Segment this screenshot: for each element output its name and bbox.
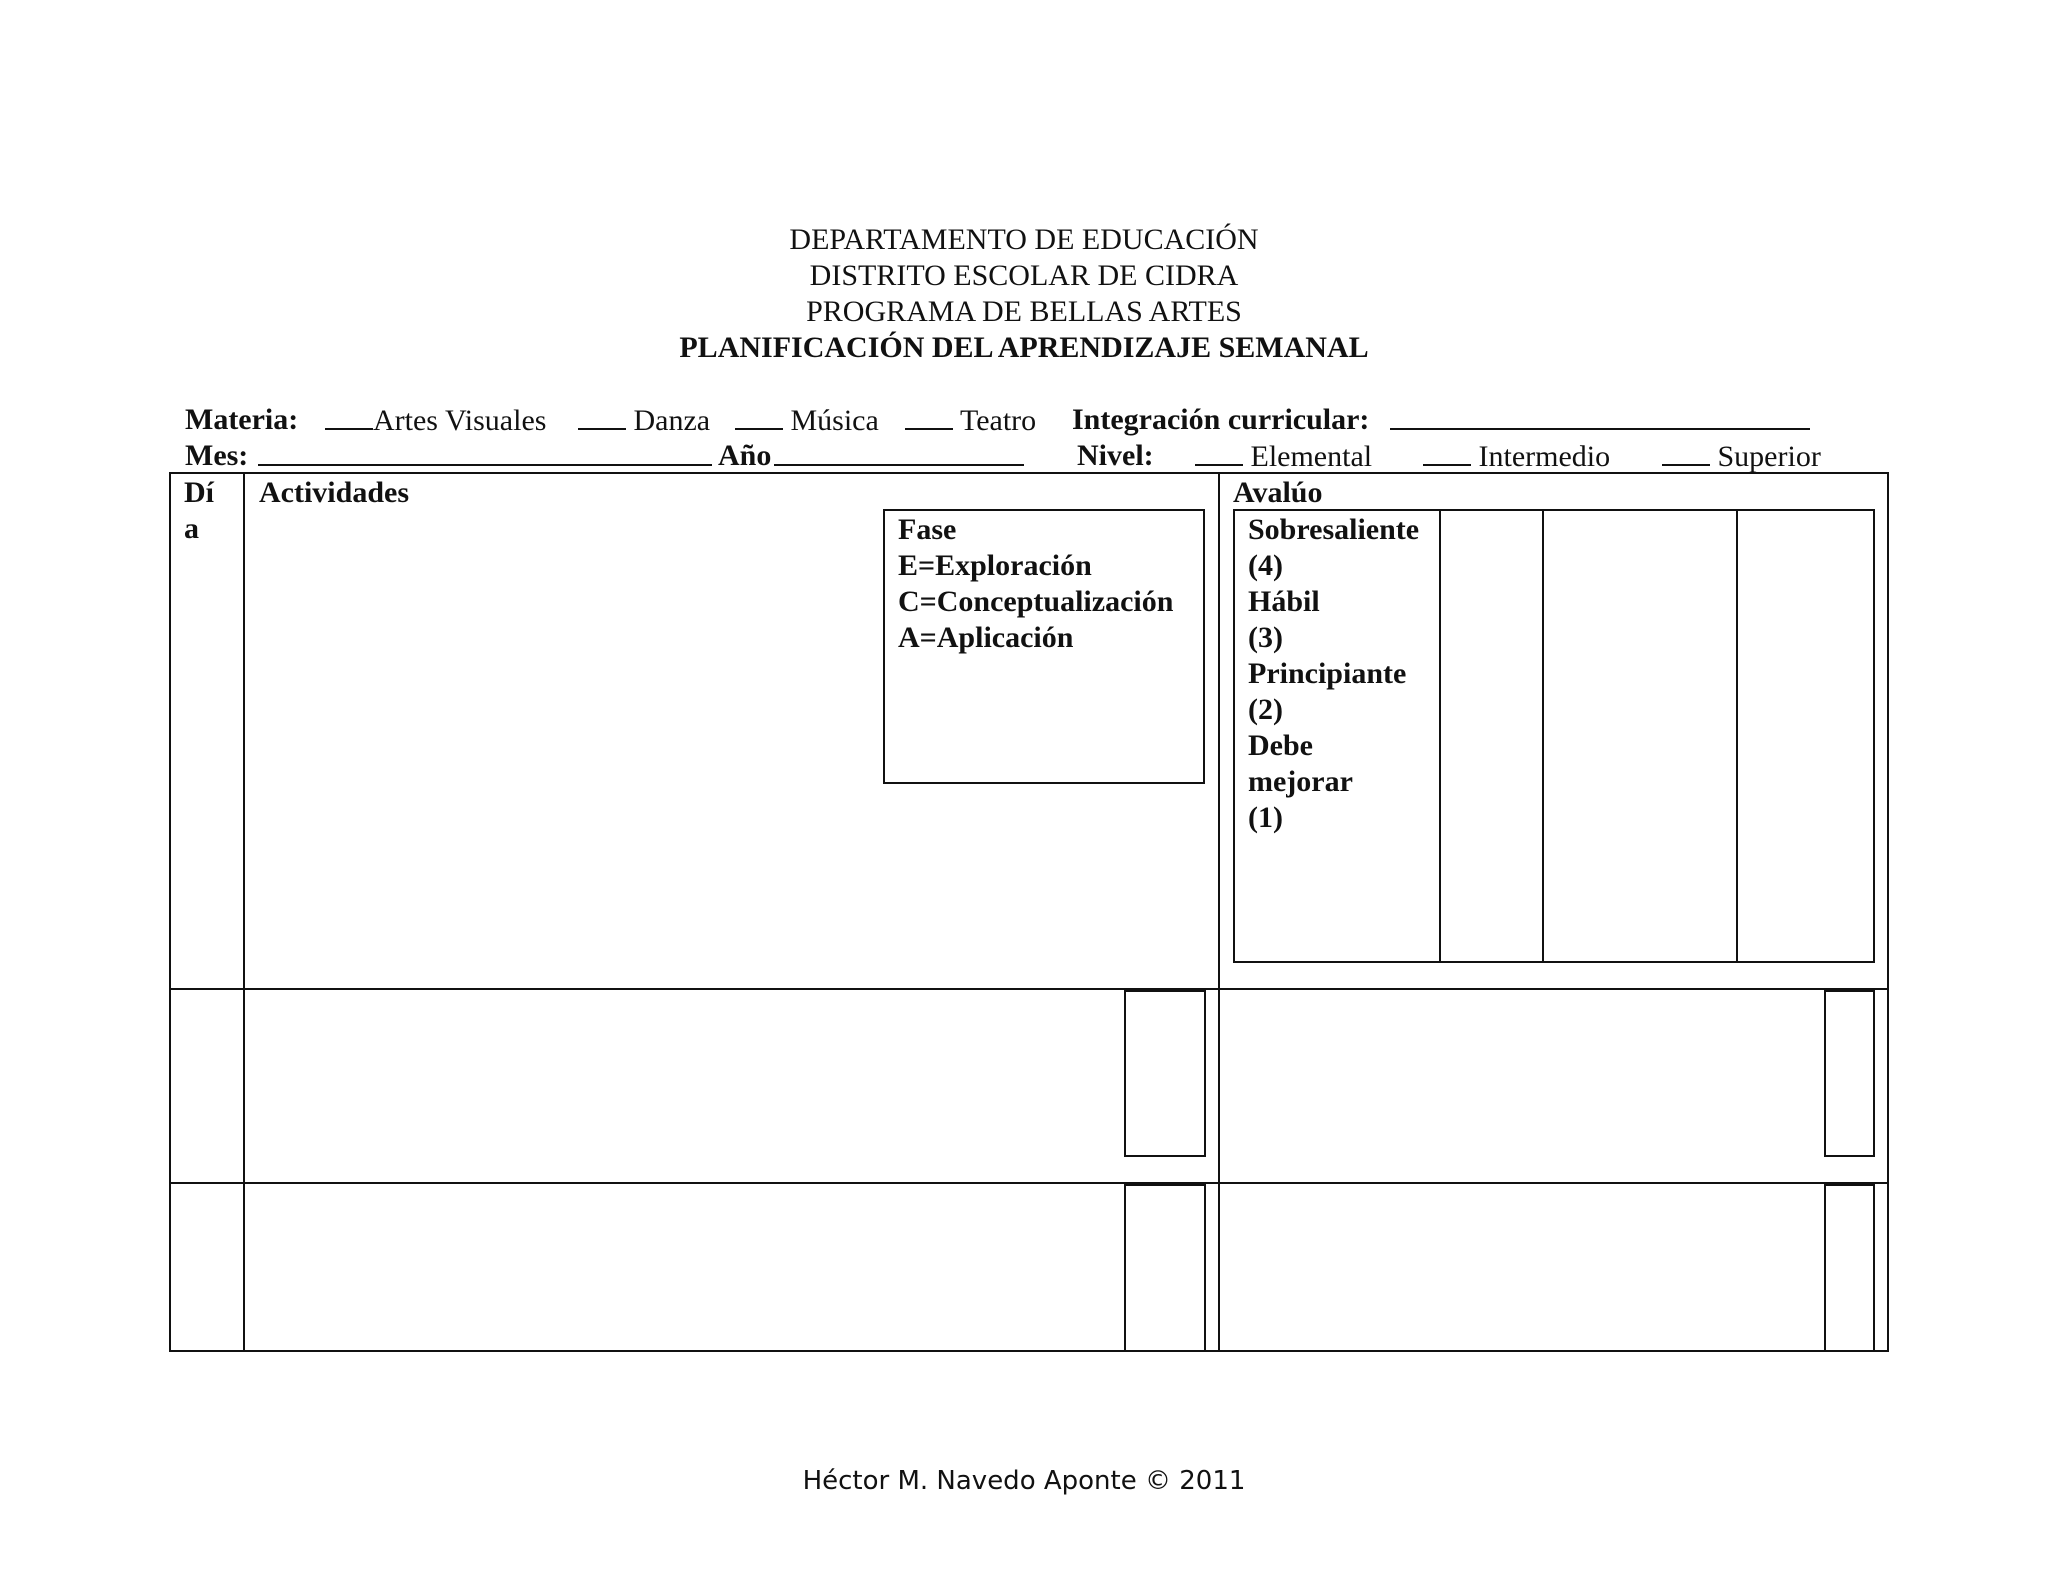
materia-option-danza[interactable] [578, 402, 710, 439]
avaluo-entry-box[interactable] [1824, 1184, 1875, 1352]
mes-label: Mes: [185, 439, 249, 472]
nivel-option-superior[interactable] [1662, 438, 1821, 475]
integracion-field[interactable] [1390, 402, 1810, 439]
materia-option-artes-visuales[interactable] [325, 402, 546, 439]
nivel-option-elemental[interactable] [1195, 438, 1372, 475]
dia-header-line: Dí [184, 476, 214, 509]
nivel-label: Nivel: [1077, 439, 1154, 472]
fase-item-conceptualizacion: C=Conceptualización [898, 585, 1174, 618]
rubric-line: (4) [1248, 549, 1283, 582]
materia-option-label: Artes Visuales [373, 404, 547, 437]
department-heading: DEPARTAMENTO DE EDUCACIÓN [789, 223, 1259, 256]
mes-field[interactable] [258, 438, 712, 475]
materia-option-musica[interactable] [735, 402, 879, 439]
ano-label: Año [718, 439, 772, 472]
fase-entry-box[interactable] [1124, 1184, 1206, 1352]
rubric-line: (3) [1248, 621, 1283, 654]
rubric-col-divider-1 [1439, 509, 1441, 963]
document-title: PLANIFICACIÓN DEL APRENDIZAJE SEMANAL [679, 331, 1369, 364]
rubric-col-divider-3 [1736, 509, 1738, 963]
avaluo-header: Avalúo [1233, 476, 1323, 509]
nivel-option-label: Superior [1717, 440, 1821, 473]
rubric-line: mejorar [1248, 765, 1353, 798]
rubric-line: Debe [1248, 729, 1313, 762]
row-divider-1 [169, 988, 1889, 990]
row-divider-2 [169, 1182, 1889, 1184]
dia-header-line: a [184, 512, 199, 545]
avaluo-entry-box[interactable] [1824, 990, 1875, 1157]
copyright-footer: Héctor M. Navedo Aponte © 2011 [802, 1466, 1246, 1496]
district-heading: DISTRITO ESCOLAR DE CIDRA [809, 259, 1239, 292]
rubric-line: Hábil [1248, 585, 1320, 618]
fase-item-exploracion: E=Exploración [898, 549, 1092, 582]
materia-option-label: Teatro [959, 404, 1037, 437]
rubric-scale [1248, 512, 1419, 836]
rubric-col-divider-2 [1542, 509, 1544, 963]
fase-entry-box[interactable] [1124, 990, 1206, 1157]
avaluo-column-divider [1218, 472, 1220, 1352]
rubric-line: Sobresaliente [1248, 513, 1420, 546]
fase-item-aplicacion: A=Aplicación [898, 621, 1074, 654]
fase-title: Fase [898, 513, 957, 546]
nivel-option-label: Elemental [1250, 440, 1373, 473]
materia-label: Materia: [185, 403, 299, 436]
materia-option-label: Danza [633, 404, 711, 437]
rubric-line: (2) [1248, 693, 1283, 726]
integracion-label: Integración curricular: [1072, 403, 1370, 436]
nivel-option-intermedio[interactable] [1423, 438, 1610, 475]
dia-column-divider [243, 472, 245, 1352]
rubric-line: (1) [1248, 801, 1283, 834]
materia-option-label: Música [790, 404, 879, 437]
dia-header [184, 475, 214, 547]
rubric-line: Principiante [1248, 657, 1407, 690]
ano-field[interactable] [774, 438, 1024, 475]
nivel-option-label: Intermedio [1478, 440, 1611, 473]
materia-option-teatro[interactable] [905, 402, 1036, 439]
fase-legend [898, 512, 1173, 656]
actividades-header: Actividades [259, 476, 409, 509]
program-heading: PROGRAMA DE BELLAS ARTES [806, 295, 1242, 328]
